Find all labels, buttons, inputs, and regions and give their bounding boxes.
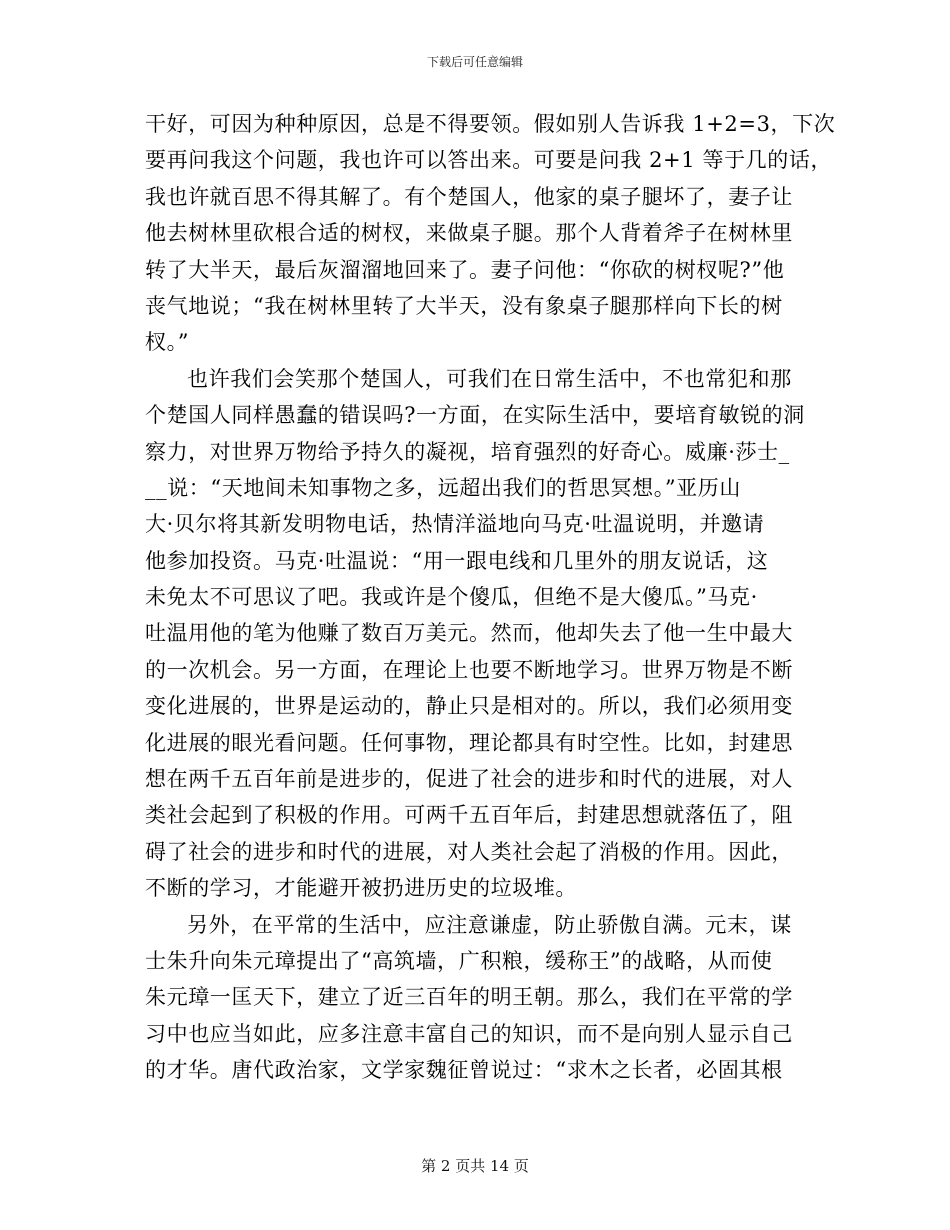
text-line: 我也许就百思不得其解了。有个楚国人，他家的桌子腿坏了，妻子让 bbox=[145, 184, 793, 209]
paragraph-first-line: 另外，在平常的生活中，应注意谦虚，防止骄傲自满。元末，谋 bbox=[187, 912, 792, 937]
text-line: 他去树林里砍根合适的树杈，来做桌子腿。那个人背着斧子在树林里 bbox=[145, 221, 793, 246]
text-line: 的才华。唐代政治家，文学家魏征曾说过：“求木之长者，必固其根 bbox=[145, 1058, 783, 1083]
text-line: 干好，可因为种种原因，总是不得要领。假如别人告诉我 1+2=3，下次 bbox=[145, 112, 836, 136]
text-line: 他参加投资。马克·吐温说：“用一跟电线和几里外的朋友说话，这 bbox=[145, 548, 769, 573]
text-line: __说：“天地间未知事物之多，远超出我们的哲思冥想。”亚历山 bbox=[145, 475, 741, 500]
page-footer: 第 2 页共 14 页 bbox=[421, 1157, 529, 1175]
text-line: 碍了社会的进步和时代的进展，对人类社会起了消极的作用。因此， bbox=[145, 839, 793, 864]
text-line: 想在两千五百年前是进步的，促进了社会的进步和时代的进展，对人 bbox=[145, 767, 793, 792]
text-line: 类社会起到了积极的作用。可两千五百年后，封建思想就落伍了，阻 bbox=[145, 803, 793, 828]
text-line: 杈。” bbox=[145, 330, 190, 355]
text-line: 察力，对世界万物给予持久的凝视，培育强烈的好奇心。威廉·莎士_ bbox=[145, 439, 790, 464]
text-line: 大·贝尔将其新发明物电话，热情洋溢地向马克·吐温说明，并邀请 bbox=[145, 512, 765, 537]
paragraph-first-line: 也许我们会笑那个楚国人，可我们在日常生活中，不也常犯和那 bbox=[187, 366, 792, 391]
text-line: 要再问我这个问题，我也许可以答出来。可要是问我 2+1 等于几的话， bbox=[145, 148, 833, 173]
text-line: 吐温用他的笔为他赚了数百万美元。然而，他却失去了他一生中最大 bbox=[145, 621, 793, 646]
page-header: 下载后可任意编辑 bbox=[426, 55, 523, 69]
text-line: 习中也应当如此，应多注意丰富自己的知识，而不是向别人显示自己 bbox=[145, 1021, 793, 1046]
text-line: 个楚国人同样愚蠢的错误吗?一方面，在实际生活中，要培育敏锐的洞 bbox=[145, 403, 805, 428]
text-line: 未免太不可思议了吧。我或许是个傻瓜，但绝不是大傻瓜。”马克· bbox=[145, 585, 758, 610]
text-line: 转了大半天，最后灰溜溜地回来了。妻子问他：“你砍的树杈呢?”他 bbox=[145, 257, 785, 282]
document-body bbox=[145, 106, 836, 1089]
text-line: 朱元璋一匡天下，建立了近三百年的明王朝。那么，我们在平常的学 bbox=[145, 985, 793, 1010]
text-line: 的一次机会。另一方面，在理论上也要不断地学习。世界万物是不断 bbox=[145, 657, 793, 682]
text-line: 化进展的眼光看问题。任何事物，理论都具有时空性。比如，封建思 bbox=[145, 730, 793, 755]
text-line: 不断的学习，才能避开被扔进历史的垃圾堆。 bbox=[145, 876, 577, 901]
text-line: 丧气地说；“我在树林里转了大半天，没有象桌子腿那样向下长的树 bbox=[145, 293, 783, 318]
text-line: 变化进展的，世界是运动的，静止只是相对的。所以，我们必须用变 bbox=[145, 694, 793, 719]
text-line: 士朱升向朱元璋提出了“高筑墙，广积粮，缓称王”的战略，从而使 bbox=[145, 948, 773, 973]
